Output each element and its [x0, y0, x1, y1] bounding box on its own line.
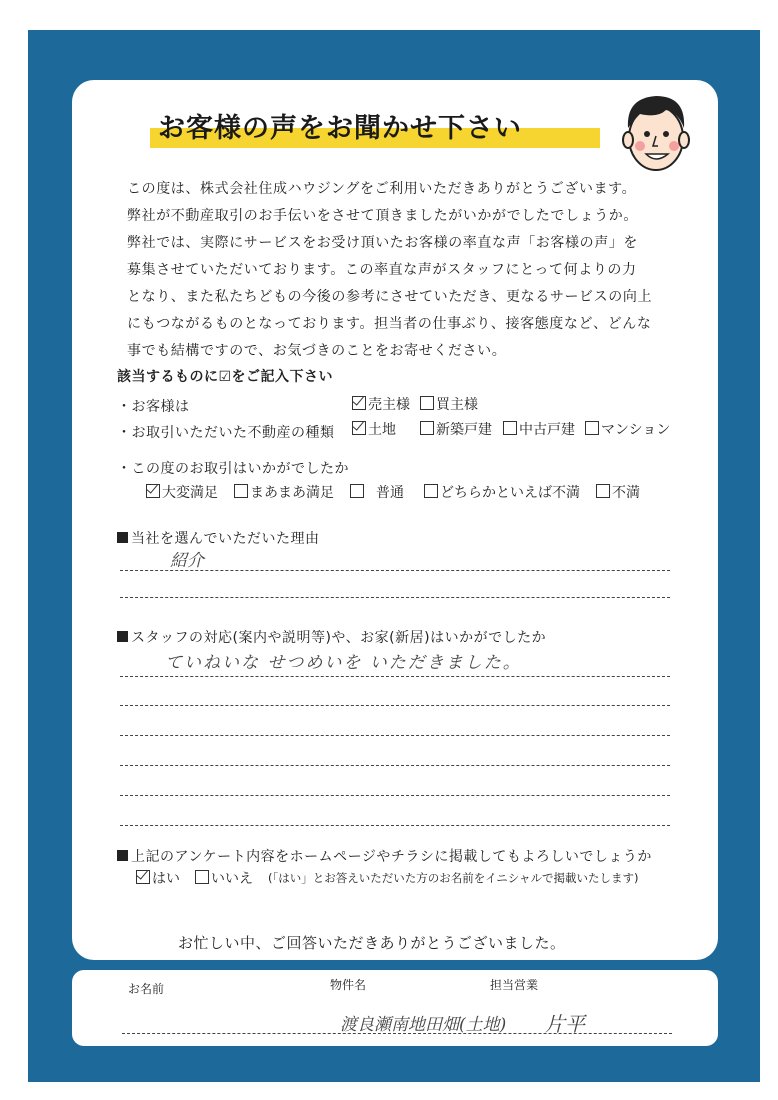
- answer-line: [120, 765, 670, 766]
- option-unsatisfied[interactable]: 不満: [596, 482, 640, 502]
- staff-label: 担当営業: [490, 978, 539, 992]
- checkbox-unsatisfied[interactable]: [596, 484, 610, 498]
- answer-line: [120, 735, 670, 736]
- q1-answer[interactable]: 紹介: [170, 551, 204, 571]
- option-land[interactable]: 土地: [352, 419, 396, 439]
- q3-heading: 上記のアンケート内容をホームページやチラシに掲載してもよろしいでしょうか: [117, 846, 652, 866]
- checkbox-used-house[interactable]: [503, 421, 517, 435]
- instruction: 該当するものに☑をご記入下さい: [117, 369, 334, 385]
- intro-line-2: 弊社が不動産取引のお手伝いをさせて頂きましたがいかがでしたでしょうか。: [127, 208, 638, 224]
- footer-line: [122, 1033, 672, 1034]
- staff-name-value[interactable]: 片平: [545, 1012, 585, 1036]
- checkbox-yes[interactable]: [136, 870, 150, 884]
- checkbox-fairly-satisfied[interactable]: [234, 484, 248, 498]
- answer-line: [120, 825, 670, 826]
- checkbox-land[interactable]: [352, 421, 366, 435]
- q2-answer[interactable]: ていねいな せつめいを いただきました。: [165, 653, 522, 673]
- checkbox-mansion[interactable]: [585, 421, 599, 435]
- option-somewhat-unsatisfied[interactable]: どちらかといえば不満: [424, 482, 580, 502]
- q2-heading: スタッフの対応(案内や説明等)や、お家(新居)はいかがでしたか: [117, 627, 546, 647]
- intro-line-1: この度は、株式会社住成ハウジングをご利用いただきありがとうございます。: [127, 181, 637, 197]
- answer-line: [120, 705, 670, 706]
- option-mansion[interactable]: マンション: [585, 419, 670, 439]
- bullet-square-icon: [117, 532, 128, 543]
- option-fairly-satisfied[interactable]: まあまあ満足: [234, 482, 334, 502]
- checkbox-buyer[interactable]: [420, 396, 434, 410]
- checkbox-somewhat-unsatisfied[interactable]: [424, 484, 438, 498]
- answer-line: [120, 795, 670, 796]
- checkbox-no[interactable]: [195, 870, 209, 884]
- intro-line-6: にもつながるものとなっております。担当者の仕事ぶり、接客態度など、どんな: [127, 316, 652, 332]
- option-seller[interactable]: 売主様: [352, 394, 410, 414]
- answer-line: [120, 597, 670, 598]
- q1-heading: 当社を選んでいただいた理由: [117, 528, 320, 548]
- property-name-label: 物件名: [330, 978, 367, 992]
- option-new-house[interactable]: 新築戸建: [420, 419, 492, 439]
- name-label: お名前: [128, 982, 165, 996]
- checkbox-very-satisfied[interactable]: [146, 484, 160, 498]
- mascot-face-icon: [618, 88, 694, 174]
- intro-line-5: となり、また私たちどもの今後の参考にさせていただき、更なるサービスの向上: [127, 289, 653, 305]
- customer-label: ・お客様は: [117, 399, 190, 415]
- option-very-satisfied[interactable]: 大変満足: [146, 482, 218, 502]
- thanks-message: お忙しい中、ご回答いただきありがとうございました。: [178, 934, 566, 952]
- property-name-value[interactable]: 渡良瀬南地田畑(土地): [340, 1015, 507, 1035]
- bullet-square-icon: [117, 631, 128, 642]
- option-yes[interactable]: はい: [136, 868, 180, 888]
- property-label: ・お取引いただいた不動産の種類: [117, 425, 335, 441]
- option-used-house[interactable]: 中古戸建: [503, 419, 575, 439]
- intro-line-4: 募集させていただいております。この率直な声がスタッフにとって何よりの力: [127, 262, 637, 278]
- checkbox-new-house[interactable]: [420, 421, 434, 435]
- option-normal[interactable]: 普通: [350, 482, 404, 502]
- intro-line-3: 弊社では、実際にサービスをお受け頂いたお客様の率直な声「お客様の声」を: [127, 235, 638, 251]
- page-title: お客様の声をお聞かせ下さい: [158, 113, 522, 144]
- option-no[interactable]: いいえ: [195, 868, 253, 888]
- option-buyer[interactable]: 買主様: [420, 394, 478, 414]
- intro-line-7: 事でも結構ですので、お気づきのことをお寄せください。: [127, 343, 507, 359]
- checkbox-normal[interactable]: [350, 484, 364, 498]
- answer-line: [120, 676, 670, 677]
- q3-note: (「はい」とお答えいただいた方のお名前をイニシャルで掲載いたします): [268, 871, 639, 885]
- checkbox-seller[interactable]: [352, 396, 366, 410]
- satisfaction-label: ・この度のお取引はいかがでしたか: [117, 461, 349, 477]
- bullet-square-icon: [117, 850, 128, 861]
- answer-line: [120, 570, 670, 571]
